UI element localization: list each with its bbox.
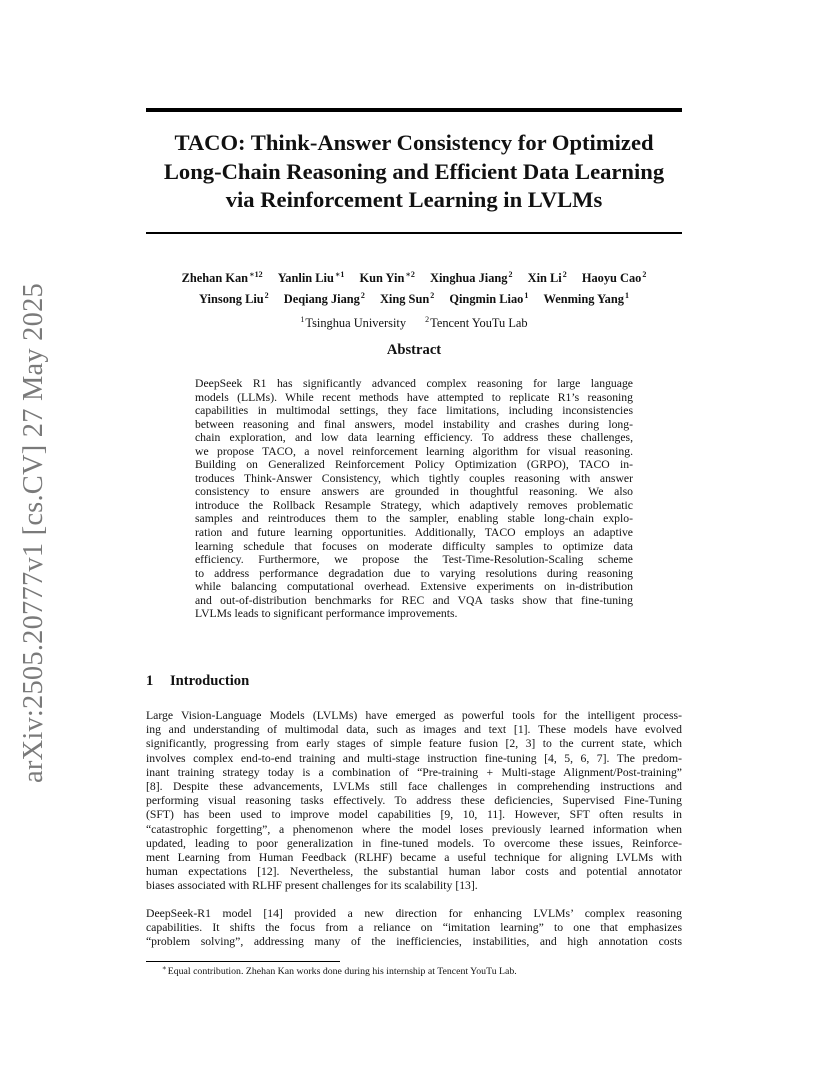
intro-paragraph-1 bbox=[146, 709, 682, 894]
abstract-line: consistency to ensure answers are grounded in thoughtful reasoning. We also bbox=[195, 485, 633, 499]
author: Wenming Yang$^1$ bbox=[543, 291, 629, 306]
abstract-line: DeepSeek R1 has significantly advanced complex reasoning for large language bbox=[195, 377, 633, 390]
author: Yinsong Liu$^2$ bbox=[199, 291, 269, 306]
author-list-line-2 bbox=[146, 291, 682, 307]
paragraph-line: inant training strategy today is a combination of “Pre-training + Multi-stage Alignment/Post-training” bbox=[146, 765, 682, 779]
author: Qingmin Liao$^1$ bbox=[449, 291, 529, 306]
affiliation: $^2$Tencent YouTu Lab bbox=[425, 315, 528, 330]
paragraph-line: biases associated with RLHF present challenges for its scalability [13]. bbox=[146, 879, 478, 893]
paragraph-line: Large Vision-Language Models (LVLMs) have emerged as powerful tools for the intelligent process- bbox=[146, 709, 682, 722]
paragraph-line: updated, leading to poor generalization in fine-tuned models. To overcome these issues, Reinforce- bbox=[146, 836, 682, 850]
abstract-text bbox=[195, 377, 633, 621]
abstract-heading: Abstract bbox=[386, 342, 442, 358]
paragraph-line: [8]. Despite these advancements, LVLMs still face challenges in comprehending instructions and bbox=[146, 780, 682, 794]
abstract-line: efficiency. Furthermore, we propose the Test-Time-Resolution-Scaling scheme bbox=[195, 553, 633, 567]
author: Xing Sun$^2$ bbox=[379, 291, 435, 306]
paragraph-line: ing and understanding of multimodal data, such as images and text [1]. These models have evolved bbox=[146, 723, 682, 737]
section-heading-introduction bbox=[146, 673, 249, 690]
title-line: TACO: Think-Answer Consistency for Optimized bbox=[174, 130, 654, 155]
paragraph-line: significantly, progressing from early stages of simple feature fusion [2, 3] to the current state, which bbox=[146, 737, 682, 751]
abstract-line: learning schedule that focuses on moderate difficulty samples to optimize data bbox=[195, 539, 633, 553]
paragraph-line: (SFT) has been used to improve model capabilities [9, 10, 11]. However, SFT often results in bbox=[146, 808, 682, 822]
abstract-line: and out-of-distribution benchmarks for REC and VQA tasks show that fine-tuning bbox=[195, 593, 633, 607]
paragraph-line: capabilities. It shifts the focus from a reliance on “imitation learning” to one that emphasizes bbox=[146, 921, 682, 935]
paragraph-line: “catastrophic forgetting”, a phenomenon where the model loses previously learned information when bbox=[146, 822, 682, 836]
author: Xinghua Jiang$^2$ bbox=[430, 270, 513, 285]
abstract-line: ration and future learning opportunities. Additionally, TACO employs an adaptive bbox=[195, 526, 633, 540]
abstract-line: capabilities in multimodal settings, they face limitations, including inconsistencies bbox=[195, 404, 633, 418]
footnote-mark: ∗ bbox=[162, 964, 167, 972]
section-number: 1 bbox=[146, 673, 154, 689]
title-line: via Reinforcement Learning in LVLMs bbox=[225, 187, 603, 212]
footnote-text: Equal contribution. Zhehan Kan works done during his internship at Tencent YouTu Lab. bbox=[167, 966, 517, 977]
title-top-rule bbox=[146, 108, 682, 112]
abstract-line: LVLMs leads to significant performance improvements. bbox=[195, 607, 458, 621]
author: Haoyu Cao$^2$ bbox=[581, 270, 647, 285]
affiliation: $^1$Tsinghua University bbox=[300, 315, 407, 330]
author: Deqiang Jiang$^2$ bbox=[283, 291, 365, 306]
author-list-line-1 bbox=[146, 269, 682, 286]
footnote bbox=[162, 964, 517, 977]
paragraph-line: DeepSeek-R1 model [14] provided a new direction for enhancing LVLMs’ complex reasoning bbox=[146, 907, 682, 920]
paragraph-line: involves complex end-to-end training and multi-stage instruction fine-tuning [4, 5, 6, 7]. The predom- bbox=[146, 751, 682, 765]
abstract-line: introduce the Rollback Resample Strategy, which adaptively removes problematic bbox=[195, 498, 633, 512]
paragraph-line: ment Learning from Human Feedback (RLHF) became a useful technique for aligning LVLMs with bbox=[146, 851, 682, 865]
section-title: Introduction bbox=[170, 673, 250, 689]
abstract-line: we propose TACO, a novel reinforcement learning algorithm for visual reasoning. bbox=[195, 444, 633, 458]
author: Zhehan Kan$^{∗12}$ bbox=[181, 270, 263, 285]
affiliations bbox=[146, 315, 682, 331]
abstract-line: models (LLMs). While recent methods have attempted to replicate R1’s reasoning bbox=[195, 390, 633, 404]
abstract-line: troduces Think-Answer Consistency, which tightly couples reasoning with answer bbox=[195, 471, 633, 485]
abstract-line: Building on Generalized Reinforcement Policy Optimization (GRPO), TACO in- bbox=[195, 458, 633, 472]
paragraph-line: “problem solving”, addressing many of the inefficiencies, instabilities, and high annotation costs bbox=[146, 935, 682, 949]
paper-title bbox=[146, 129, 682, 215]
footnote-rule bbox=[146, 961, 340, 962]
abstract-line: to address performance degradation due to varying resolutions during reasoning bbox=[195, 566, 633, 580]
abstract-line: while balancing computational overhead. Extensive experiments on in-distribution bbox=[195, 580, 633, 594]
paragraph-line: performing visual reasoning tasks effectively. To address these deficiencies, Supervised Fine-Tuning bbox=[146, 794, 682, 808]
author: Kun Yin$^{∗2}$ bbox=[359, 270, 415, 285]
intro-paragraph-2 bbox=[146, 907, 682, 950]
abstract-line: chain exploration, and low data learning efficiency. To address these challenges, bbox=[195, 431, 633, 445]
author: Xin Li$^2$ bbox=[527, 270, 567, 285]
arxiv-identifier-text: arXiv:2505.20777v1 [cs.CV] 27 May 2025 bbox=[18, 283, 49, 783]
abstract-line: between reasoning and final answers, model instability and crashes during long- bbox=[195, 417, 633, 431]
title-line: Long-Chain Reasoning and Efficient Data Learning bbox=[163, 158, 665, 184]
abstract-line: samples and reintroduces them to the sampler, enabling stable long-chain explo- bbox=[195, 512, 633, 526]
title-bottom-rule bbox=[146, 232, 682, 234]
author: Yanlin Liu$^{∗1}$ bbox=[277, 270, 345, 285]
paragraph-line: human expectations [12]. Nevertheless, the substantial human labor costs and potential annotator bbox=[146, 865, 682, 879]
